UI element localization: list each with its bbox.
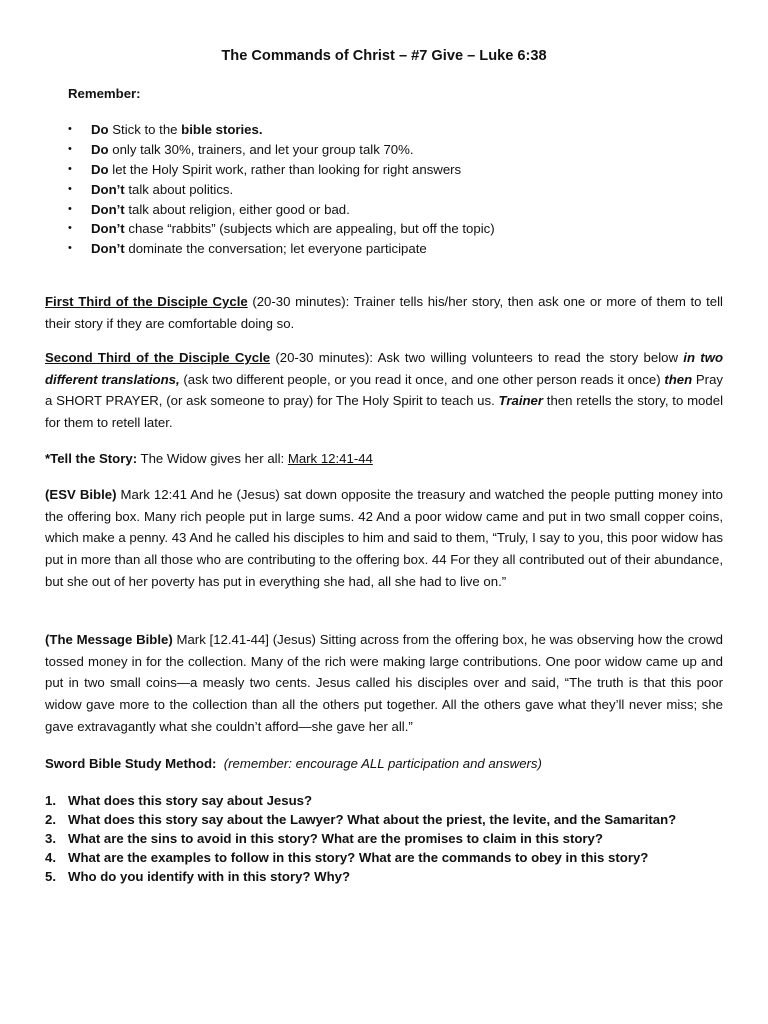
question-number: 4.: [45, 850, 56, 865]
question-number: 5.: [45, 869, 56, 884]
second-third-heading: Second Third of the Disciple Cycle: [45, 350, 271, 365]
rule-strong: bible stories.: [181, 122, 263, 137]
emphasis-translations: in two different translations,: [45, 350, 724, 387]
bullet-icon: •: [68, 182, 72, 195]
question-number: 1.: [45, 793, 56, 808]
esv-text: Mark 12:41 And he (Jesus) sat down opposite the treasury and watched the people putting money into the offering box. Many rich people put in large sums. 42 And a poor widow came and put in two small copper coins, which make a penny. 43 And he called his disciples to him and said to them, “Truly, I say to you, this poor widow has put in more than all those who are contributing to the offering box. 44 For they all contributed out of their abundance, but she out of her poverty has put in everything she had, all she had to live on.”: [45, 487, 724, 589]
second-third-paragraph: [45, 347, 723, 434]
esv-label: (ESV Bible): [45, 487, 117, 502]
second-third-text: (20-30 minutes): Ask two willing volunteers to read the story below: [270, 350, 684, 365]
rule-lead: Don’t: [91, 201, 125, 217]
rule-text: talk about religion, either good or bad.: [124, 201, 350, 217]
tell-story-label: *Tell the Story:: [45, 451, 138, 466]
scripture-reference: Mark 12:41-44: [287, 451, 373, 466]
bullet-icon: •: [68, 202, 72, 215]
bullet-icon: •: [68, 123, 72, 135]
rule-text: talk about politics.: [124, 181, 234, 197]
tell-story-line: [45, 448, 723, 470]
rule-lead: Don’t: [91, 181, 125, 197]
questions-list: [45, 791, 676, 886]
rule-lead: Don’t: [91, 241, 125, 257]
first-third-heading: First Third of the Disciple Cycle: [45, 294, 248, 309]
list-item: [45, 848, 676, 867]
emphasis-trainer: Trainer: [498, 393, 544, 409]
rule-lead: Don’t: [91, 221, 125, 237]
question-text: What does this story say about the Lawyer? What about the priest, the levite, and the Samaritan?: [68, 812, 677, 827]
list-item: [45, 829, 676, 848]
list-item: [68, 140, 495, 160]
bullet-icon: •: [68, 222, 72, 235]
list-item: [45, 791, 676, 810]
question-number: 2.: [45, 812, 56, 827]
rule-lead: Do: [91, 122, 109, 137]
rule-text: let the Holy Spirit work, rather than looking for right answers: [108, 161, 462, 177]
question-text: What does this story say about Jesus?: [68, 793, 313, 808]
rule-text: chase “rabbits” (subjects which are appealing, but off the topic): [124, 221, 495, 237]
list-item: [68, 180, 495, 200]
list-item: [68, 239, 495, 259]
message-label: (The Message Bible): [45, 632, 173, 647]
question-text: What are the sins to avoid in this story? What are the promises to claim in this story?: [68, 831, 603, 846]
bullet-icon: •: [68, 142, 72, 155]
sword-label: Sword Bible Study Method:: [45, 756, 217, 771]
message-paragraph: [45, 629, 723, 738]
second-third-text: (ask two different people, or you read it once, and one other person reads it once): [179, 371, 665, 387]
tell-story-text: The Widow gives her all:: [137, 451, 288, 466]
esv-paragraph: [45, 484, 723, 593]
question-text: What are the examples to follow in this story? What are the commands to obey in this story?: [68, 850, 649, 865]
bullet-icon: •: [68, 242, 72, 255]
emphasis-then: then: [664, 371, 693, 387]
list-item: [45, 810, 676, 829]
second-third-text: Pray a SHORT PRAYER, (or ask someone to pray) for The Holy Spirit to teach us.: [45, 371, 723, 409]
rule-text: Stick to the: [108, 122, 182, 137]
page-title: The Commands of Christ – #7 Give – Luke 6:38: [221, 48, 547, 64]
question-number: 3.: [45, 831, 56, 846]
list-item: [45, 867, 676, 886]
rule-text: only talk 30%, trainers, and let your group talk 70%.: [108, 141, 414, 157]
rule-lead: Do: [91, 141, 109, 157]
list-item: [68, 120, 495, 140]
bullet-icon: •: [68, 162, 72, 175]
rule-lead: Do: [91, 161, 109, 177]
message-text: Mark [12.41-44] (Jesus) Sitting across from the offering box, he was observing how the crowd tossed money in for the collection. Many of the rich were making large contributions. One poor widow came up and put in two small coins—a measly two cents. Jesus called his disciples over and said, “The truth is that this poor widow gave more to the collection than all the others put together. All the others gave what they’ll never miss; she gave extravagantly what she couldn’t afford—she gave her all.”: [45, 632, 723, 734]
first-third-text: (20-30 minutes): Trainer tells his/her story, then ask one or more of them to tell their story if they are comfortable doing so.: [45, 294, 723, 331]
question-text: Who do you identify with in this story? Why?: [68, 869, 351, 884]
rule-text: dominate the conversation; let everyone participate: [124, 241, 427, 257]
list-item: [68, 160, 495, 180]
sword-method-line: [45, 753, 723, 775]
sword-note: (remember: encourage ALL participation and answers): [223, 756, 542, 771]
remember-label: Remember:: [68, 86, 141, 101]
second-third-text: then retells the story, to model for them to retell later.: [45, 393, 723, 431]
rules-list: [68, 120, 495, 259]
list-item: [68, 219, 495, 239]
list-item: [68, 200, 495, 220]
first-third-paragraph: [45, 291, 723, 334]
